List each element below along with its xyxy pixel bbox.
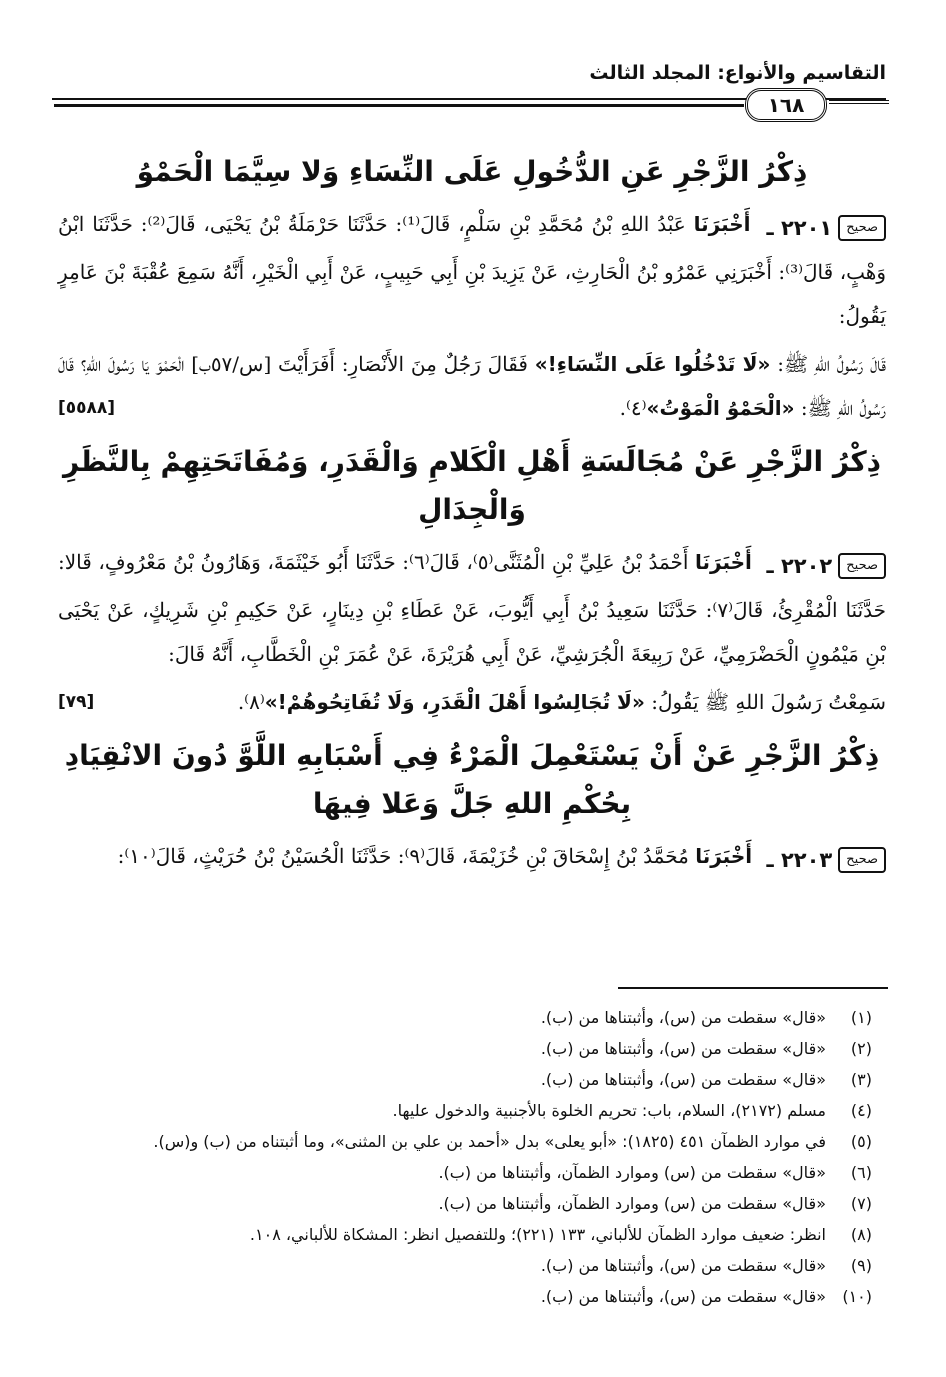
footnote-text: «قال» سقطت من (س)، وأثبتناها من (ب). [540, 1008, 826, 1027]
footnote [58, 1188, 872, 1219]
footnote-text: «قال» سقطت من (س) وموارد الظمآن، وأثبتناها من (ب). [438, 1163, 826, 1182]
footnotes [58, 1002, 872, 1312]
footnote [58, 1064, 872, 1095]
hadith-number: ٢٢٠١ ـ [766, 216, 833, 240]
footnote-number: (٥) [850, 1132, 872, 1151]
footnote-rule [618, 987, 888, 989]
footnote-number: (١) [850, 1008, 872, 1027]
matn-quote-2: «الْحَمْوُ الْمَوْتُ» [646, 396, 795, 420]
footnote-number: (١٠) [842, 1287, 872, 1306]
isnad-lead: أَخْبَرَنَا [693, 212, 751, 236]
footnote [58, 1033, 872, 1064]
footnote-marker: ⁽٤⁾. [619, 396, 647, 420]
matn-quote: «لَا تُجَالِسُوا أَهْلَ الْقَدَرِ، وَلَا تُفَاتِحُوهُمْ!» [264, 690, 645, 714]
isnad-paragraph [58, 202, 886, 338]
footnote-number: (٦) [850, 1163, 872, 1182]
isnad-text: مُحَمَّدُ بْنُ إِسْحَاقَ بْنِ خُزَيْمَةَ، قَالَ⁽٩⁾: حَدَّثَنَا الْحُسَيْنُ بْنُ حُرَيْثٍ، قَالَ⁽١٠⁾: [117, 844, 689, 868]
footnote [58, 1126, 872, 1157]
footnote-number: (٩) [850, 1256, 872, 1275]
main-content [58, 140, 886, 882]
footnote-marker: ⁽٨⁾. [237, 690, 265, 714]
footnote-number: (٧) [850, 1194, 872, 1213]
isnad-paragraph [58, 834, 886, 882]
footnote-text: «قال» سقطت من (س)، وأثبتناها من (ب). [540, 1039, 826, 1058]
isnad-lead: أَخْبَرَنَا [695, 550, 752, 574]
footnote [58, 1281, 872, 1312]
footnote-text: «قال» سقطت من (س)، وأثبتناها من (ب). [540, 1287, 826, 1306]
matn-paragraph [58, 342, 886, 430]
footnote-text: «قال» سقطت من (س) وموارد الظمآن، وأثبتناها من (ب). [438, 1194, 826, 1213]
running-title: التقاسيم والأنواع: المجلد الثالث [589, 62, 886, 84]
hadith-head [766, 206, 886, 250]
footnote-text: مسلم (٢١٧٢)، السلام، باب: تحريم الخلوة بالأجنبية والدخول عليها. [392, 1101, 826, 1120]
isnad-text: أَحْمَدُ بْنُ عَلِيِّ بْنِ الْمُثَنَّى⁽٥⁾، قَالَ⁽٦⁾: حَدَّثَنَا أَبُو خَيْثَمَةَ، وَهَارُونُ بْنُ مَعْرُوفٍ، قَالا: حَدَّثَنَا الْمُقْرِئُ، قَالَ⁽٧⁾: حَدَّثَنَا سَعِيدُ بْنُ أَبِي أَيُّوبَ، عَنْ عَطَاءِ بْنِ دِينَارٍ، عَنْ حَكِيمِ بْنِ شَرِيكٍ، عَنْ يَحْيَى بْنِ مَيْمُونٍ الْحَضْرَمِيِّ، عَنْ رَبِيعَةَ الْجُرَشِيِّ، عَنْ أَبِي هُرَيْرَةَ، عَنْ عُمَرَ بْنِ الْخَطَّابِ، أَنَّهُ قَالَ: [58, 550, 887, 666]
section-title: ذِكْرُ الزَّجْرِ عَنْ مُجَالَسَةِ أَهْلِ الْكَلامِ وَالْقَدَرِ، وَمُفَاتَحَتِهِمْ بِالنَّظَرِ وَالْجِدَالِ [63, 445, 881, 526]
footnote-number: (٨) [850, 1225, 872, 1244]
footnote [58, 1219, 872, 1250]
footnote [58, 1002, 872, 1033]
running-header [52, 62, 886, 90]
footnote-number: (٣) [850, 1070, 872, 1089]
cross-reference: [٥٥٨٨] [58, 398, 116, 418]
hadith-grade-badge: صحيح [838, 847, 886, 873]
matn-intro: قَالَ رَسُولُ اللهِ ﷺ: [777, 352, 887, 376]
footnote [58, 1250, 872, 1281]
hadith-number: ٢٢٠٣ ـ [766, 848, 833, 872]
footnote-text: «قال» سقطت من (س)، وأثبتناها من (ب). [540, 1256, 826, 1275]
cross-reference: [٧٩] [58, 692, 95, 712]
hadith-grade-badge: صحيح [838, 215, 886, 241]
page-number-rule-right [829, 100, 889, 104]
hadith-head [766, 838, 886, 882]
section-title: ذِكْرُ الزَّجْرِ عَنِ الدُّخُولِ عَلَى النِّسَاءِ وَلا سِيَّمَا الْحَمْوُ [136, 155, 808, 188]
hadith-number: ٢٢٠٢ ـ [766, 554, 833, 578]
isnad-paragraph [58, 540, 886, 676]
page-number: ١٦٨ [745, 88, 827, 122]
footnote-number: (٢) [850, 1039, 872, 1058]
hadith-grade-badge: صحيح [838, 553, 886, 579]
footnote-number: (٤) [850, 1101, 872, 1120]
page-number-rule-left [54, 104, 744, 107]
footnote-text: انظر: ضعيف موارد الظمآن للألباني، ١٣٣ (٢٢١)؛ وللتفصيل انظر: المشكاة للألباني، ١٠٨. [249, 1225, 826, 1244]
footnote [58, 1095, 872, 1126]
footnote-text: في موارد الظمآن ٤٥١ (١٨٢٥): «أبو يعلى» بدل «أحمد بن علي بن المثنى»، وما أثبتناه من (ب) و(س). [153, 1132, 826, 1151]
matn-quote: «لَا تَدْخُلُوا عَلَى النِّسَاءِ!» [534, 352, 771, 376]
footnote [58, 1157, 872, 1188]
isnad-text: عَبْدُ اللهِ بْنُ مُحَمَّدِ بْنِ سَلْمٍ، قَالَ⁽¹⁾: حَدَّثَنَا حَرْمَلَةُ بْنُ يَحْيَى، قَالَ⁽²⁾: حَدَّثَنَا ابْنُ وَهْبٍ، قَالَ⁽³⁾: أَخْبَرَنِي عَمْرُو بْنُ الْحَارِثِ، عَنْ يَزِيدَ بْنِ أَبِي حَبِيبٍ، عَنْ أَبِي الْخَيْرِ، أَنَّهُ سَمِعَ عُقْبَةَ بْنَ عَامِرٍ يَقُولُ: [58, 212, 887, 328]
footnote-text: «قال» سقطت من (س)، وأثبتناها من (ب). [540, 1070, 826, 1089]
section-title: ذِكْرُ الزَّجْرِ عَنْ أَنْ يَسْتَعْمِلَ الْمَرْءُ فِي أَسْبَابِهِ اللَّوَّ دُونَ الانْقِيَادِ بِحُكْمِ اللهِ جَلَّ وَعَلا فِيهَا [64, 739, 880, 820]
isnad-lead: أَخْبَرَنَا [695, 844, 753, 868]
matn-intro: سَمِعْتُ رَسُولَ اللهِ ﷺ يَقُولُ: [651, 690, 886, 714]
hadith-head [766, 544, 886, 588]
matn-paragraph [58, 680, 886, 724]
matn-continuation: فَقَالَ رَجُلٌ مِنَ الأَنْصَارِ: أَفَرَأَيْتَ [س/٥٧ب] الْحَمْوَ يَا رَسُولَ اللهِ؟ قَالَ رَسُولُ اللهِ ﷺ: [58, 352, 886, 420]
